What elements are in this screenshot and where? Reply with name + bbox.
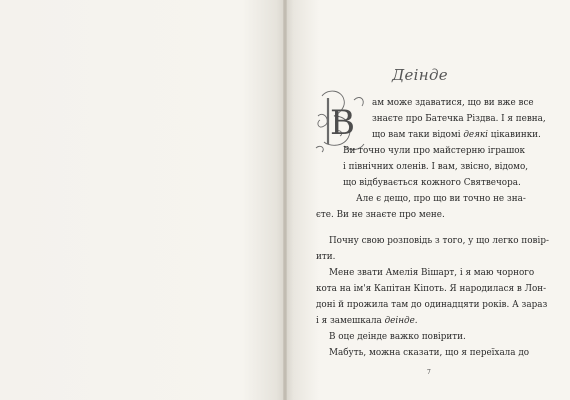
text-line: В оце деінде важко повірити. bbox=[329, 332, 466, 342]
emphasis-text: деякі bbox=[463, 130, 488, 140]
page-number: 7 bbox=[427, 369, 431, 376]
text-line: знаєте про Батечка Різдва. І я певна, bbox=[372, 114, 546, 124]
text-line bbox=[316, 316, 418, 326]
text-line: Мабуть, можна сказати, що я переїхала до bbox=[329, 348, 530, 358]
text-span: і я замешкала bbox=[316, 316, 385, 326]
text-span: цікавинки. bbox=[488, 130, 541, 140]
text-line: Мене звати Амелія Вішарт, і я маю чорного bbox=[329, 268, 535, 278]
text-line: єте. Ви не знаєте про мене. bbox=[316, 210, 445, 220]
text-line: Ви точно чули про майстерню іграшок bbox=[343, 146, 526, 156]
text-line: що відбувається кожного Святвечора. bbox=[343, 178, 521, 188]
text-line: доні й прожила там до одинадцяти років. А зараз bbox=[316, 300, 548, 310]
text-span: . bbox=[414, 316, 418, 326]
text-line: Але є дещо, про що ви точно не зна- bbox=[356, 194, 526, 204]
text-span: що вам таки відомі bbox=[372, 130, 464, 140]
emphasis-text: деінде bbox=[384, 316, 415, 326]
text-line: Почну свою розповідь з того, у що легко повір- bbox=[329, 236, 549, 246]
text-line: ити. bbox=[316, 252, 336, 262]
chapter-title: Деінде bbox=[392, 66, 448, 84]
text-line: ам може здаватися, що ви вже все bbox=[372, 98, 534, 108]
text-line bbox=[372, 130, 541, 140]
text-line: і північних оленів. І вам, звісно, відомо, bbox=[343, 162, 529, 172]
dropcap-letter: В bbox=[330, 103, 355, 143]
book-gutter bbox=[283, 0, 287, 400]
text-line: кота на ім'я Капітан Кіпоть. Я народилася в Лон- bbox=[316, 284, 547, 294]
